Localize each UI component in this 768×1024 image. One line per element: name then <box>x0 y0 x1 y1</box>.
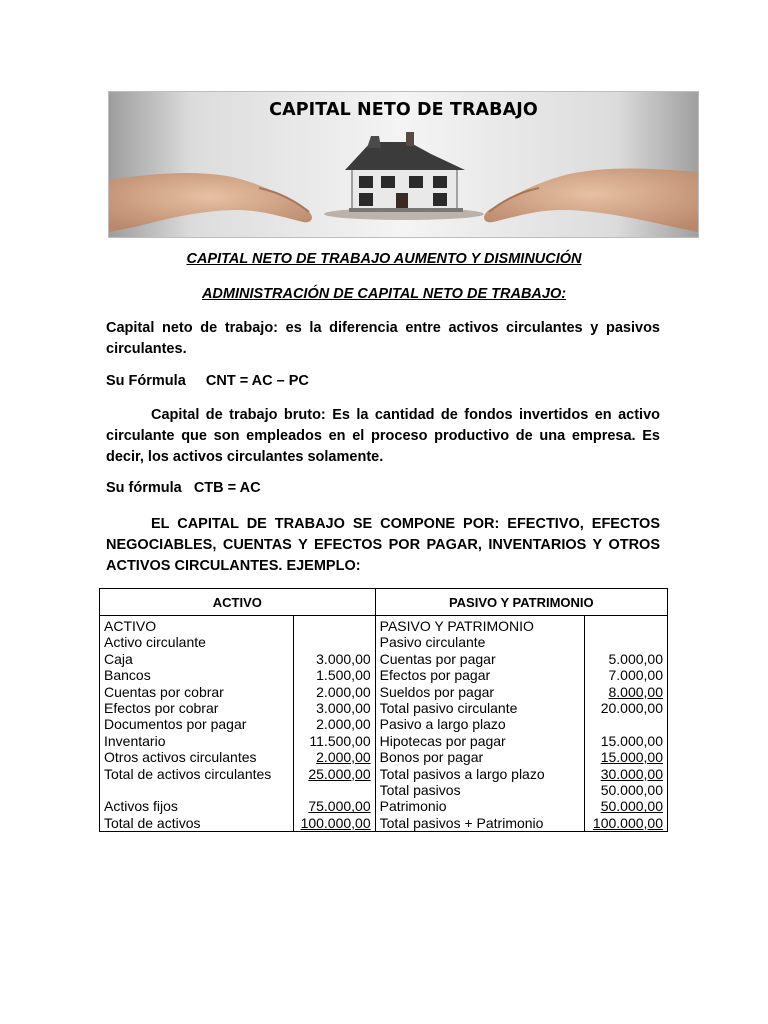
activo-amount: 2.000,00 <box>316 683 371 700</box>
activo-amount <box>294 634 375 650</box>
pasivo-amount <box>585 716 667 732</box>
pasivo-labels-column <box>375 616 584 832</box>
pasivo-amount: 15.000,00 <box>600 749 663 766</box>
section-heading-2: ADMINISTRACIÓN DE CAPITAL NETO DE TRABAJO: <box>201 286 567 302</box>
pasivo-label: Sueldos por pagar <box>379 683 495 700</box>
pasivo-label: Total pasivos a largo plazo <box>379 765 545 782</box>
banner-title: CAPITAL NETO DE TRABAJO <box>269 100 538 120</box>
activo-label: Activo circulante <box>104 634 206 651</box>
pasivo-label: Total pasivos <box>379 781 461 798</box>
pasivo-label: Efectos por pagar <box>379 667 491 684</box>
activo-label: Total de activos circulantes <box>104 765 272 782</box>
pasivo-label: Hipotecas por pagar <box>379 732 506 749</box>
activo-amount <box>294 618 375 634</box>
composition-paragraph <box>106 514 660 577</box>
definition-cnt-paragraph: Capital neto de trabajo: es la diferencia entre activos circulantes y pasivos circulantes. <box>106 320 660 357</box>
activo-amount: 3.000,00 <box>316 699 371 716</box>
pasivo-amount: 30.000,00 <box>600 765 663 782</box>
activo-label: Efectos por cobrar <box>104 699 219 716</box>
pasivo-amount: 15.000,00 <box>600 732 663 749</box>
activo-label: Total de activos <box>104 814 201 831</box>
activo-amounts-column <box>293 616 375 832</box>
activo-label: Otros activos circulantes <box>104 749 257 766</box>
activo-label <box>100 782 293 798</box>
activo-amount: 25.000,00 <box>308 765 371 782</box>
definition-ctb-paragraph <box>106 405 660 468</box>
activo-label: Documentos por pagar <box>104 716 247 733</box>
activo-label: Activos fijos <box>104 798 178 815</box>
pasivo-amount <box>585 618 667 634</box>
pasivo-amount: 8.000,00 <box>608 683 663 700</box>
pasivo-amounts-column <box>585 616 668 832</box>
pasivo-label: Patrimonio <box>379 798 447 815</box>
activo-label: Caja <box>104 650 133 667</box>
activo-label: Cuentas por cobrar <box>104 683 224 700</box>
pasivo-label: Pasivo circulante <box>379 634 486 651</box>
pasivo-label: PASIVO Y PATRIMONIO <box>379 618 534 634</box>
activo-amount: 100.000,00 <box>300 814 371 831</box>
activo-amount <box>294 782 375 798</box>
activo-amount: 2.000,00 <box>316 716 371 733</box>
activo-label: Inventario <box>104 732 166 749</box>
section-heading-1: CAPITAL NETO DE TRABAJO AUMENTO Y DISMINUCIÓN <box>186 251 582 267</box>
pasivo-header: PASIVO Y PATRIMONIO <box>375 589 667 616</box>
activo-amount: 1.500,00 <box>316 667 371 684</box>
activo-amount: 75.000,00 <box>308 798 371 815</box>
activo-amount: 3.000,00 <box>316 650 371 667</box>
pasivo-amount: 100.000,00 <box>592 814 663 831</box>
pasivo-label: Total pasivos + Patrimonio <box>379 814 544 831</box>
composition-text: EL CAPITAL DE TRABAJO SE COMPONE POR: EFECTIVO, EFECTOS NEGOCIABLES, CUENTAS Y EFECTOS POR PAGAR, INVENTARIOS Y OTROS ACTIVOS CIRCULANTES. EJEMPLO: <box>106 516 660 574</box>
pasivo-amount: 50.000,00 <box>600 798 663 815</box>
activo-header: ACTIVO <box>100 589 376 616</box>
house-icon <box>345 132 465 212</box>
definition-ctb-text: Capital de trabajo bruto: Es la cantidad de fondos invertidos en activo circulante que son empleados en el proceso productivo de una empresa. Es decir, los activos circulantes solamente. <box>106 407 660 465</box>
right-hand-icon <box>484 169 698 233</box>
activo-label: ACTIVO <box>104 618 157 634</box>
pasivo-amount: 20.000,00 <box>600 699 663 716</box>
pasivo-amount: 50.000,00 <box>600 781 663 798</box>
activo-amount: 2.000,00 <box>316 749 371 766</box>
pasivo-amount: 7.000,00 <box>608 667 663 684</box>
pasivo-label: Pasivo a largo plazo <box>379 716 506 733</box>
left-hand-icon <box>109 173 312 232</box>
pasivo-amount <box>585 634 667 650</box>
pasivo-label: Cuentas por pagar <box>379 650 496 667</box>
pasivo-label: Bonos por pagar <box>379 749 484 766</box>
balance-sheet-table <box>99 588 668 832</box>
activo-label: Bancos <box>104 667 151 684</box>
activo-amount: 11.500,00 <box>309 732 371 749</box>
activo-labels-column <box>100 616 294 832</box>
pasivo-amount: 5.000,00 <box>608 650 663 667</box>
formula-ctb: Su fórmula CTB = AC <box>106 480 261 496</box>
header-banner <box>108 91 699 238</box>
formula-cnt: Su Fórmula CNT = AC – PC <box>106 373 309 389</box>
pasivo-label: Total pasivo circulante <box>379 699 518 716</box>
